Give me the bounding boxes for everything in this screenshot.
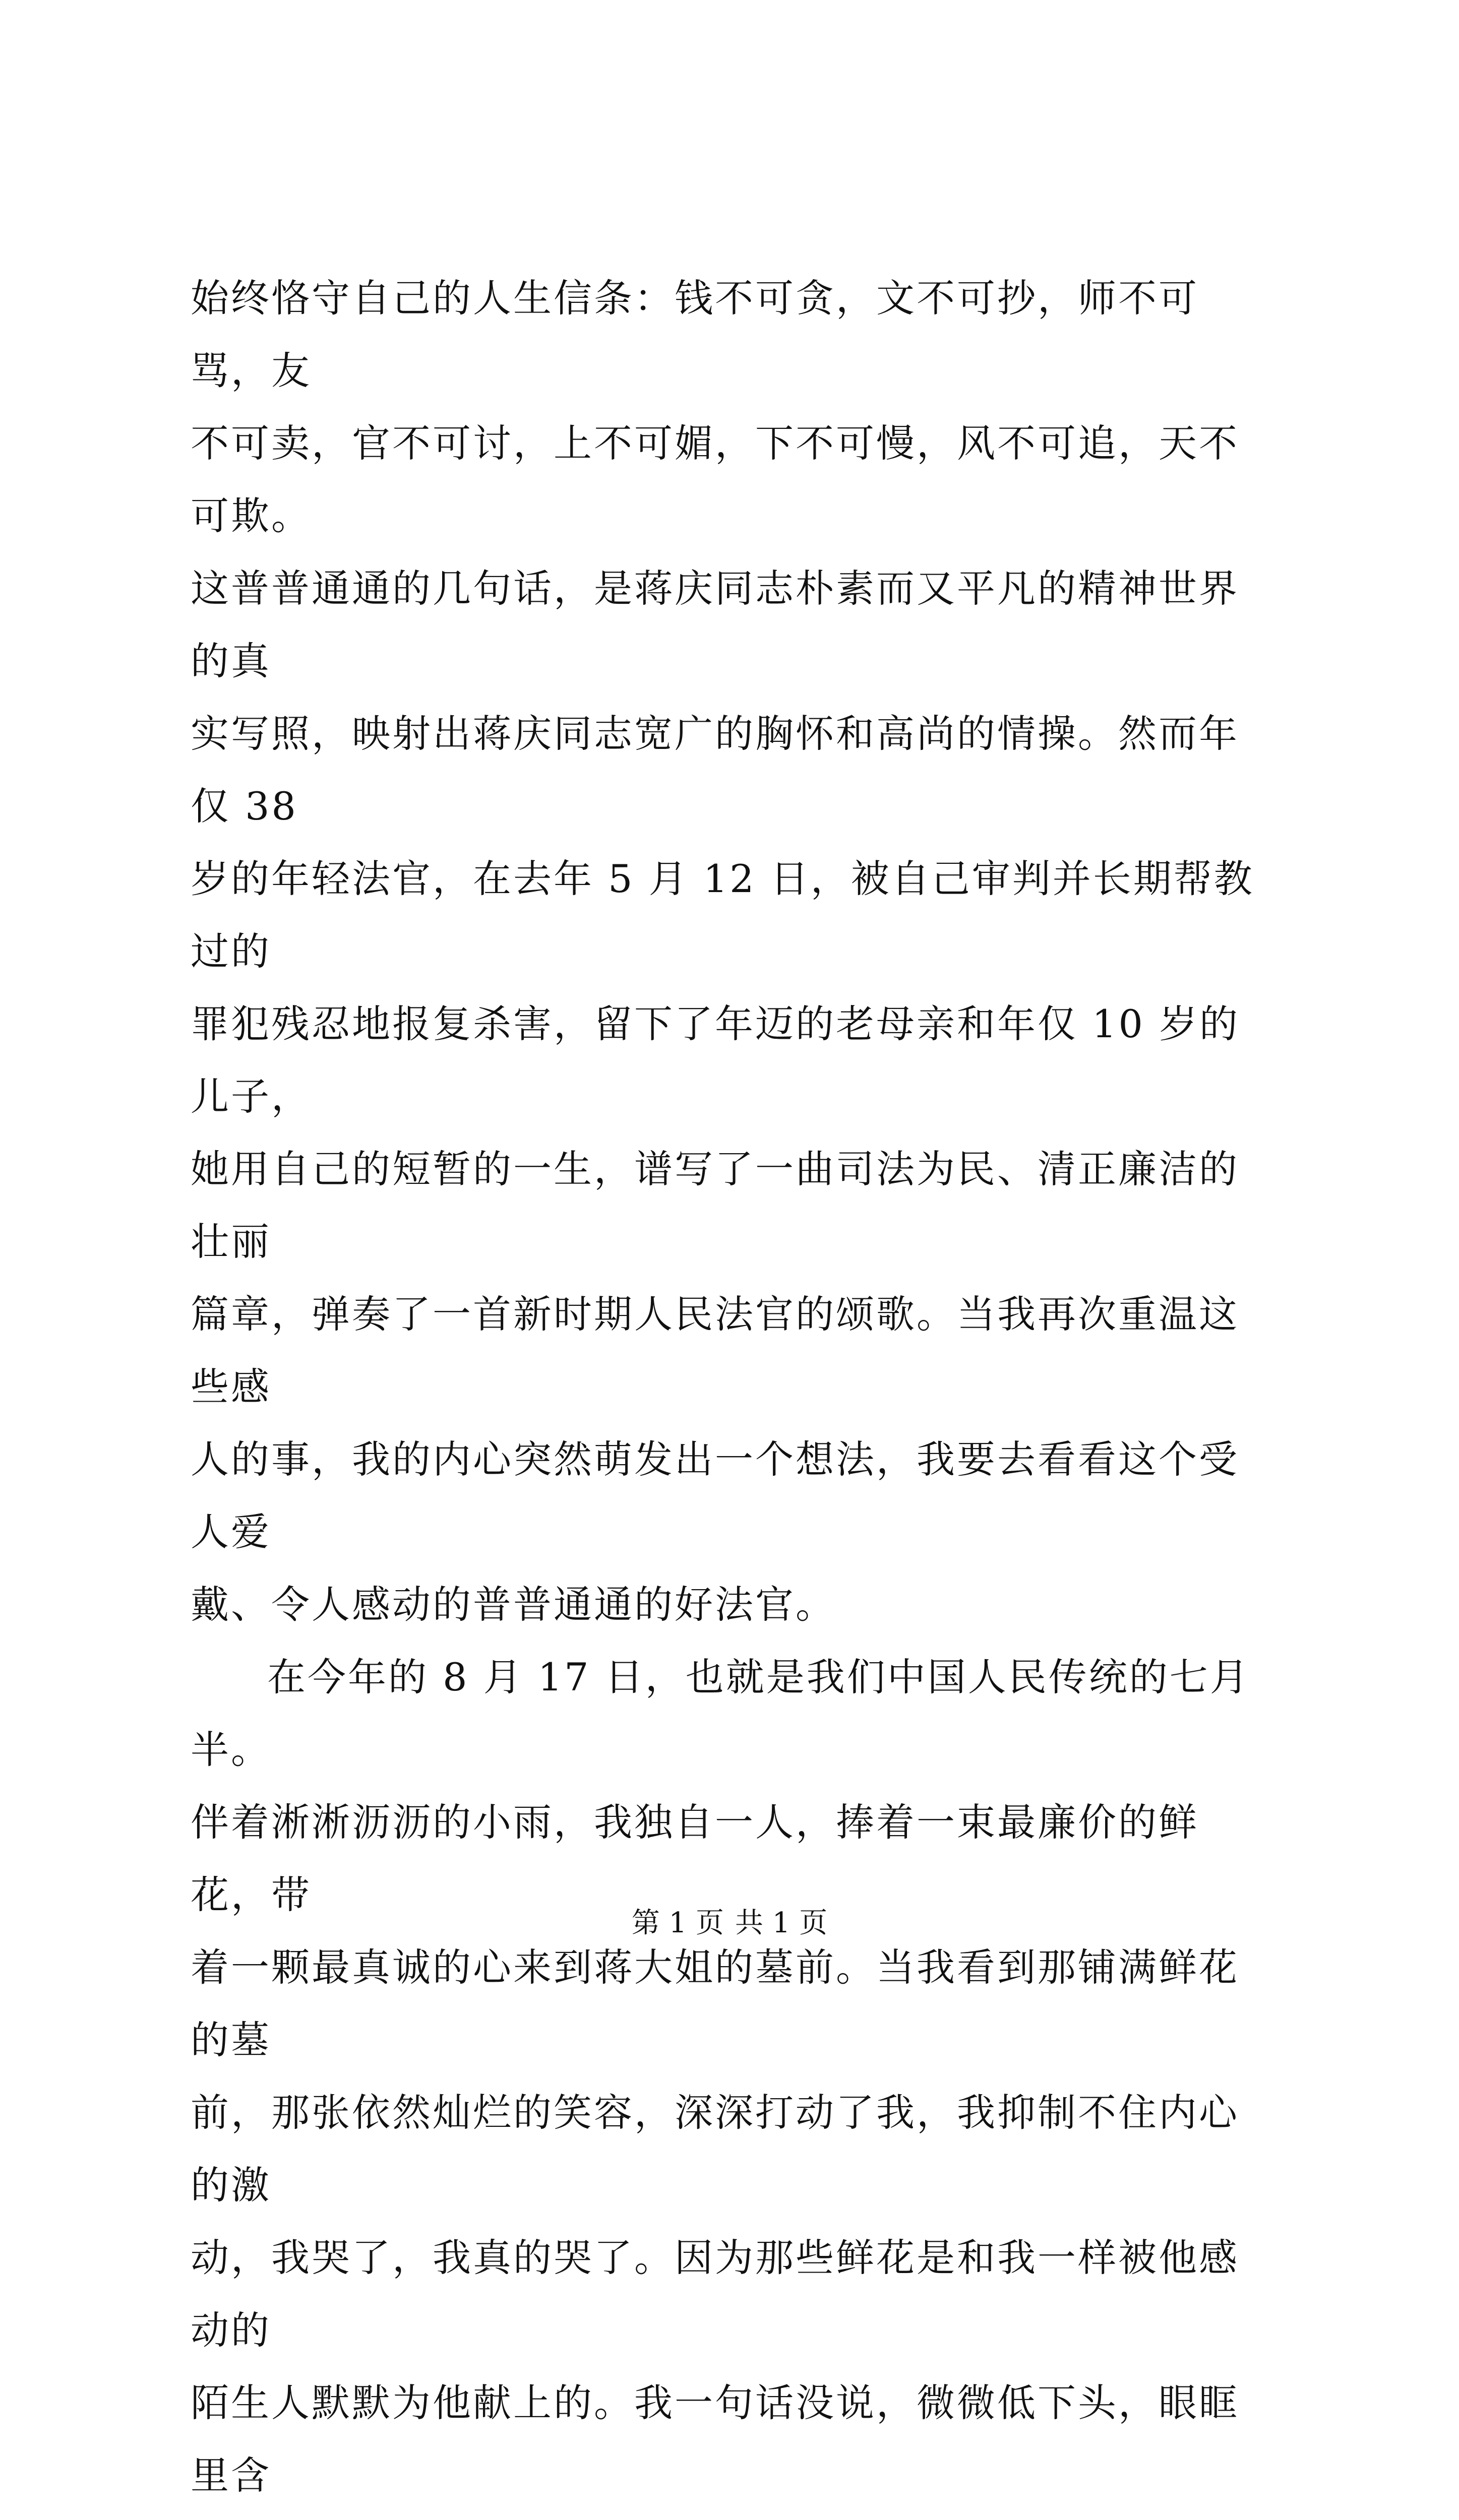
text-line: 这普普通通的几句话，是蒋庆同志朴素而又平凡的精神世界的真 (191, 566, 1239, 683)
text-line: 实写照，映射出蒋庆同志宽广的胸怀和高尚的情操。然而年仅 38 (191, 711, 1239, 829)
page-footer (0, 1903, 1459, 1943)
document-body (191, 262, 1269, 2520)
page-number: 第 1 页 (631, 1907, 724, 1939)
text-line: 岁的年轻法官，在去年 5 月 12 日，被自己审判并长期帮教过的 (191, 856, 1254, 974)
paragraph-1 (191, 262, 1269, 1641)
text-line: 始终恪守自己的人生信条：钱不可贪，文不可抄，师不可骂，友 (191, 276, 1199, 393)
text-line: 前，那张依然灿烂的笑容，深深打动了我，我抑制不住内心的激 (191, 2090, 1239, 2208)
text-line: 着一颗最真诚的心来到蒋大姐的墓前。当我看到那铺满鲜花的墓 (191, 1945, 1239, 2062)
text-line: 戴、令人感动的普普通通的好法官。 (191, 1582, 836, 1627)
text-line: 她用自己的短暂的一生，谱写了一曲司法为民、清正廉洁的壮丽 (191, 1147, 1239, 1264)
paragraph-2 (191, 1641, 1269, 2520)
text-line: 篇章，弹奏了一首新时期人民法官的颂歌。当我再次重温这些感 (191, 1292, 1239, 1409)
text-line: 不可卖，官不可讨，上不可媚，下不可慢，风不可追，天不可欺。 (191, 421, 1239, 538)
page-total: 共 1 页 (735, 1907, 828, 1939)
text-line: 罪犯残忍地报复杀害，留下了年迈的老母亲和年仅 10 岁的儿子， (191, 1001, 1240, 1119)
text-line (191, 2512, 1269, 2520)
text-line: 陌生人默默为他献上的。我一句话没说，微微低下头，眼眶里含 (191, 2380, 1239, 2498)
text-line: 动，我哭了，我真的哭了。因为那些鲜花是和我一样被他感动的 (191, 2235, 1239, 2353)
text-line: 伴着淅淅沥沥的小雨，我独自一人，捧着一束最廉价的鲜花，带 (191, 1800, 1199, 1917)
text-line: 人的事，我的内心突然萌发出一个想法，我要去看看这个受人爱 (191, 1437, 1239, 1554)
text-line: 在今年的 8 月 17 日，也就是我们中国人民传统的七月半。 (191, 1655, 1250, 1772)
